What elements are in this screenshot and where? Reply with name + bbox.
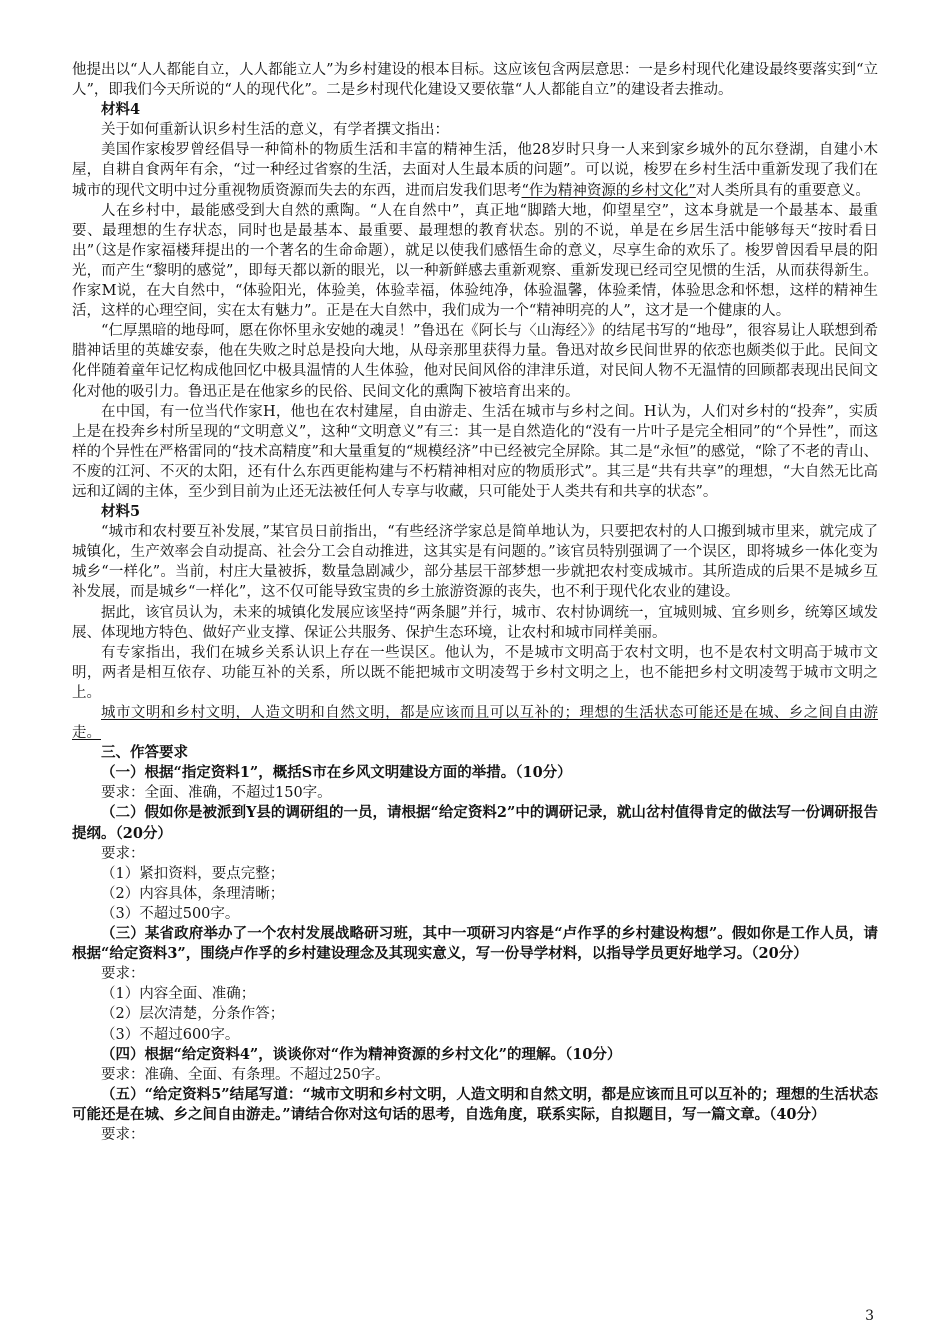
paragraph (72, 964, 878, 984)
paragraph-text: 材料4 (101, 101, 141, 119)
paragraph (72, 603, 878, 643)
paragraph-text: 三、作答要求 (101, 744, 188, 762)
underlined-text: 城市文明和乡村文明，人造文明和自然文明，都是应该而且可以互补的；理想的生活状态可能还是在城、乡之间自由游走。 (72, 705, 878, 742)
section-heading (72, 502, 878, 522)
paragraph-text: 人在乡村中，最能感受到大自然的熏陶。“人在自然中”，真正地“脚踏大地，仰望星空”，这本身就是一个最基本、最重要、最理想的生存状态，同时也是最基本、最重要、最理想的教育状态。别的不说，单是在乡居生活中能够每天“按时看日出”（这是作家福楼拜提出的一个著名的生命命题），就足以使我们感悟生命的意义，尽享生命的欢乐了。梭罗曾因看早晨的阳光，而产生“黎明的感觉”，即每天都以新的眼光，以一种新鲜感去重新观察、重新发现已经司空见惯的生活，从而获得新生。作家M说，在大自然中，“体验阳光，体验美，体验幸福，体验纯净，体验温馨，体验柔情，体验思念和怀想，这样的精神生活，这样的心理空间，实在太有魅力”。正是在大自然中，我们成为一个“精神明亮的人”，这才是一个健康的人。 (72, 202, 878, 320)
paragraph (72, 522, 878, 602)
section-heading (72, 100, 878, 120)
paragraph (72, 703, 878, 743)
paragraph (72, 402, 878, 502)
paragraph-text: （四）根据“给定资料4”，谈谈你对“作为精神资源的乡村文化”的理解。（10分） (101, 1045, 622, 1063)
paragraph-text: “仁厚黑暗的地母呵，愿在你怀里永安她的魂灵！”鲁迅在《阿长与〈山海经〉》的结尾书写的“地母”，很容易让人联想到希腊神话里的英雄安泰，他在失败之时总是投向大地，从母亲那里获得力量。鲁迅对故乡民间世界的依恋也颇类似于此。民间文化伴随着童年记忆构成他回忆中极具温情的人生体验，他对民间风俗的津津乐道，对民间人物不无温情的回顾都表现出民间文化对他的吸引力。鲁迅正是在他家乡的民俗、民间文化的熏陶下被培育出来的。 (72, 323, 878, 400)
paragraph (72, 884, 878, 904)
paragraph-text: （2）层次清楚，分条作答； (101, 1006, 285, 1023)
paragraph-text: 要求： (101, 845, 145, 862)
paragraph (72, 783, 878, 803)
paragraph-text: 在中国，有一位当代作家H，他也在农村建屋，自由游走、生活在城市与乡村之间。H认为，人们对乡村的“投奔”，实质上是在投奔乡村所呈现的“文明意义”，这种“文明意义”有三：其一是自然造化的“没有一片叶子是完全相同”的“个异性”，而这样的个异性在严格雷同的“技术高精度”和大量重复的“规模经济”中已经被完全屏除。其二是“永恒”的感觉，“除了不老的青山、不废的江河、不灭的太阳，还有什么东西更能构建与不朽精神相对应的物质形式”。其三是“共有共享”的理想，“大自然无比高远和辽阔的主体，至少到目前为止还无法被任何人专享与收藏，只可能处于人类共有和共享的状态”。 (72, 403, 878, 500)
underlined-text: “作为精神资源的乡村文化” (521, 182, 696, 199)
paragraph-text: 材料5 (101, 503, 141, 521)
paragraph (72, 864, 878, 884)
paragraph-text: 要求： (101, 966, 145, 983)
paragraph-text: （一）根据“指定资料1”，概括S市在乡风文明建设方面的举措。（10分） (101, 764, 572, 782)
paragraph (72, 844, 878, 864)
question-prompt (72, 803, 878, 843)
paragraph (72, 140, 878, 200)
paragraph (72, 60, 878, 100)
question-prompt (72, 1085, 878, 1125)
paragraph (72, 1125, 878, 1145)
paragraph (72, 984, 878, 1004)
paragraph-text: （1）内容全面、准确； (101, 986, 256, 1003)
paragraph-text-continued: 对人类所具有的重要意义。 (695, 182, 870, 199)
paragraph-text: “城市和农村要互补发展，”某官员日前指出，“有些经济学家总是简单地认为，只要把农村的人口搬到城市里来，就完成了城镇化，生产效率会自动提高、社会分工会自动推进，这其实是有问题的。”该官员特别强调了一个误区，即将城乡一体化变为城乡“一样化”。当前，村庄大量被拆，数量急剧减少，部分基层干部梦想一步就把农村变成城市。其所造成的后果不是城乡互补发展，而是城乡“一样化”，这不仅可能导致宝贵的乡土旅游资源的丧失，也不利于现代化农业的建设。 (72, 524, 878, 601)
question-prompt (72, 1045, 878, 1065)
question-prompt (72, 924, 878, 964)
paragraph (72, 120, 878, 140)
paragraph (72, 1065, 878, 1085)
paragraph-text: 要求： (101, 1126, 145, 1143)
page-number: 3 (865, 1307, 874, 1324)
paragraph-text: 要求：全面、准确，不超过150字。 (101, 785, 332, 802)
paragraph (72, 904, 878, 924)
paragraph-text: （二）假如你是被派到Y县的调研组的一员，请根据“给定资料2”中的调研记录，就山岔村值得肯定的做法写一份调研报告提纲。（20分） (72, 804, 878, 842)
document-body (72, 60, 878, 1145)
paragraph (72, 1004, 878, 1024)
paragraph (72, 1025, 878, 1045)
paragraph (72, 201, 878, 322)
paragraph-text: 美国作家梭罗曾经倡导一种简朴的物质生活和丰富的精神生活，他28岁时只身一人来到家乡城外的瓦尔登湖，自建小木屋，自耕自食两年有余，“过一种经过省察的生活，去面对人生最本质的问题”。可以说，梭罗在乡村生活中重新发现了我们在城市的现代文明中过分重视物质资源而失去的东西，进而启发我们思考 (72, 142, 878, 199)
paragraph-text: （1）紧扣资料，要点完整； (101, 865, 285, 882)
section-heading (72, 743, 878, 763)
paragraph (72, 643, 878, 703)
paragraph-text: 要求：准确、全面、有条理。不超过250字。 (101, 1066, 390, 1083)
paragraph-text: 关于如何重新认识乡村生活的意义，有学者撰文指出： (101, 122, 449, 139)
paragraph-text: （五）“给定资料5”结尾写道：“城市文明和乡村文明，人造文明和自然文明，都是应该而且可以互补的；理想的生活状态可能还是在城、乡之间自由游走。”请结合你对这句话的思考，自选角度，联系实际，自拟题目，写一篇文章。（40分） (72, 1085, 878, 1123)
paragraph-text: （3）不超过500字。 (101, 905, 240, 922)
paragraph-text: 他提出以“人人都能自立，人人都能立人”为乡村建设的根本目标。这应该包含两层意思：一是乡村现代化建设最终要落实到“立人”，即我们今天所说的“人的现代化”。二是乡村现代化建设又要依靠“人人都能自立”的建设者去推动。 (72, 62, 878, 99)
paragraph (72, 321, 878, 401)
paragraph-text: （2）内容具体，条理清晰； (101, 885, 285, 902)
paragraph-text: （3）不超过600字。 (101, 1026, 240, 1043)
paragraph-text: 有专家指出，我们在城乡关系认识上存在一些误区。他认为，不是城市文明高于农村文明，也不是农村文明高于城市文明，两者是相互依存、功能互补的关系，所以既不能把城市文明凌驾于乡村文明之上，也不能把乡村文明凌驾于城市文明之上。 (72, 644, 878, 701)
paragraph-text: 据此，该官员认为，未来的城镇化发展应该坚持“两条腿”并行，城市、农村协调统一，宜城则城、宜乡则乡，统筹区域发展、体现地方特色、做好产业支撑、保证公共服务、保护生态环境，让农村和城市同样美丽。 (72, 604, 878, 641)
paragraph-text: （三）某省政府举办了一个农村发展战略研习班，其中一项研习内容是“卢作孚的乡村建设构想”。假如你是工作人员，请根据“给定资料3”，围绕卢作孚的乡村建设理念及其现实意义，写一份导学材料，以指导学员更好地学习。（20分） (72, 925, 878, 963)
question-prompt (72, 763, 878, 783)
